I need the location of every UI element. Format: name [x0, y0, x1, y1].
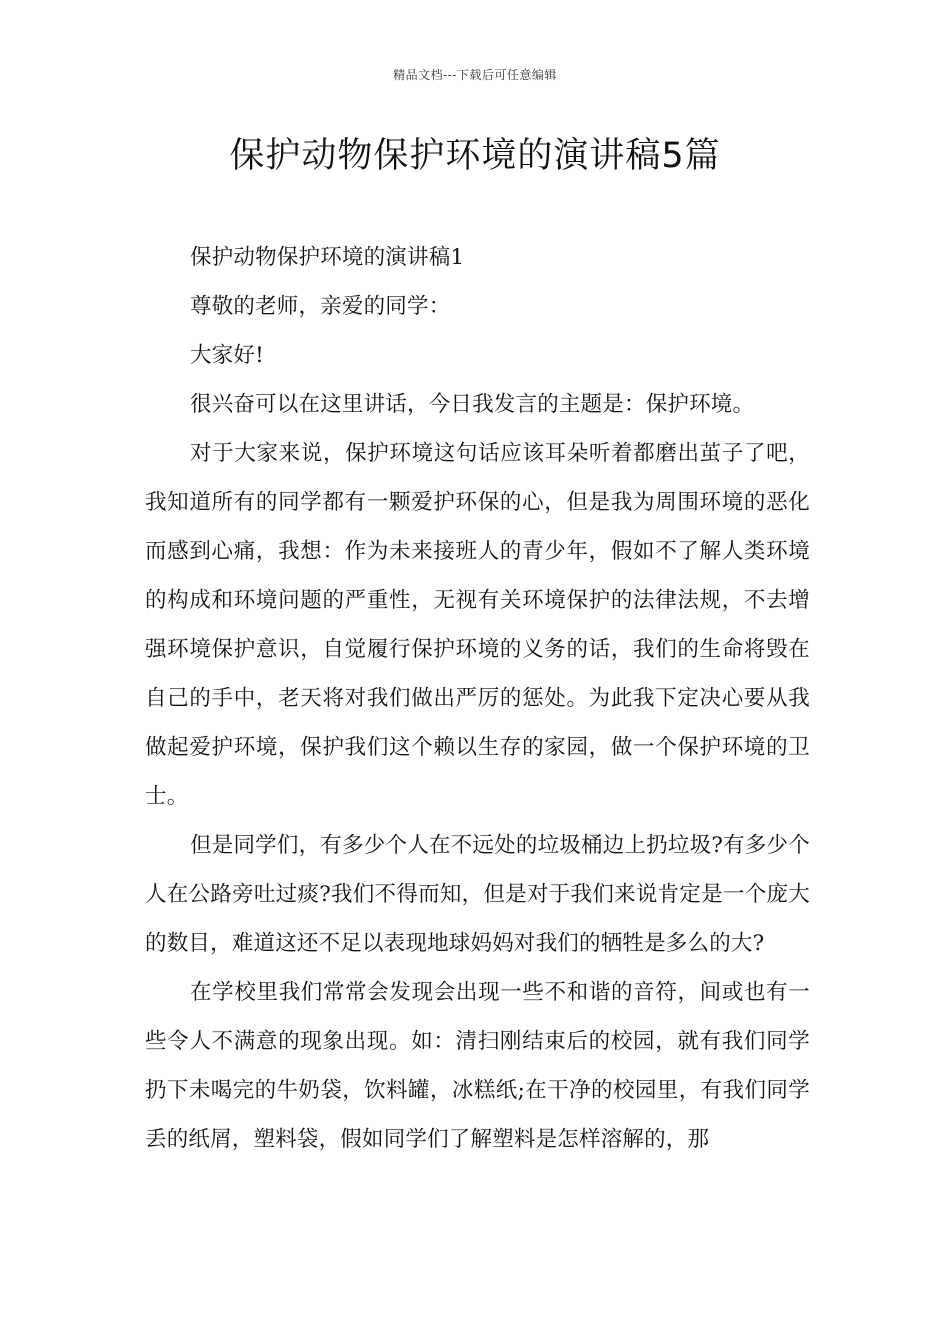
- paragraph-greeting: 大家好!: [190, 343, 264, 368]
- paragraph-body: 对于大家来说，保护环境这句话应该耳朵听着都磨出茧子了吧，我知道所有的同学都有一颗爱护环保的心，但是我为周围环境的恶化而感到心痛，我想：作为未来接班人的青少年，假如不了解人类环境的构成和环境问题的严重性，无视有关环境保护的法律法规，不去增强环境保护意识，自觉履行保护环境的义务的话，我们的生命将毁在自己的手中，老天将对我们做出严厉的惩处。为此我下定决心要从我做起爱护环境，保护我们这个赖以生存的家园，做一个保护环境的卫士。: [145, 441, 810, 809]
- paragraph-topic: 很兴奋可以在这里讲话，今日我发言的主题是：保护环境。: [190, 392, 755, 417]
- header-note: 精品文档---下载后可任意编辑: [393, 68, 557, 82]
- paragraph-salutation: 尊敬的老师，亲爱的同学：: [190, 294, 451, 319]
- paragraph-body: 在学校里我们常常会发现会出现一些不和谐的音符，间或也有一些令人不满意的现象出现。如：清扫刚结束后的校园，就有我们同学扔下未喝完的牛奶袋，饮料罐，冰糕纸;在干净的校园里，有我们同学丢的纸屑，塑料袋，假如同学们了解塑料是怎样溶解的，那: [145, 980, 810, 1152]
- document-title: 保护动物保护环境的演讲稿5篇: [229, 136, 721, 176]
- paragraph-body: 但是同学们，有多少个人在不远处的垃圾桶边上扔垃圾?有多少个人在公路旁吐过痰?我们不得而知，但是对于我们来说肯定是一个庞大的数目，难道这还不足以表现地球妈妈对我们的牺牲是多么的大?: [145, 833, 810, 956]
- paragraph-subtitle: 保护动物保护环境的演讲稿1: [190, 245, 465, 270]
- document-body: [145, 233, 810, 1164]
